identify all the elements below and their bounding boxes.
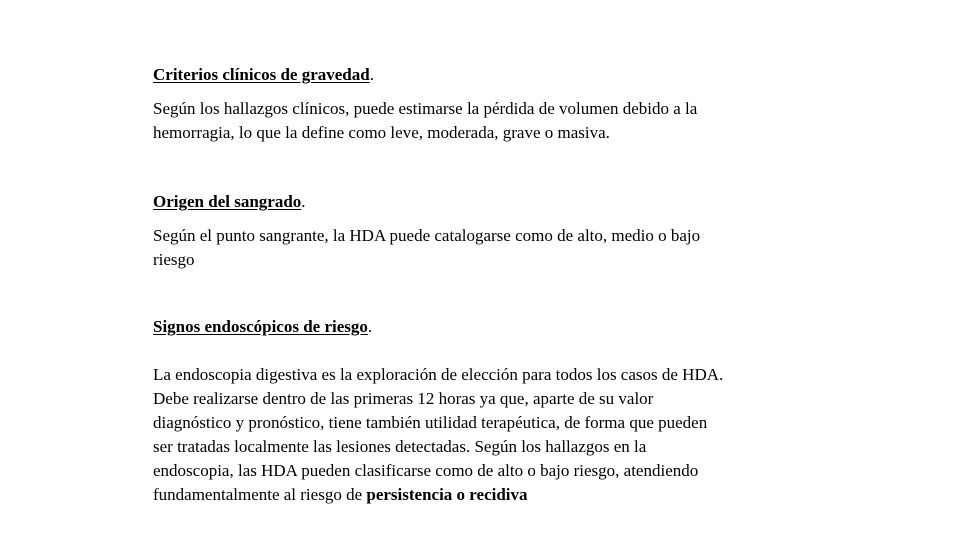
body-line: riesgo — [153, 250, 195, 269]
slide-content — [153, 0, 853, 540]
title-period: . — [367, 317, 373, 336]
body-text: fundamentalmente al riesgo de — [153, 485, 367, 504]
body-line: hemorragia, lo que la define como leve, moderada, grave o masiva. — [153, 123, 610, 142]
body-line: La endoscopia digestiva es la exploración de elección para todos los casos de HDA. — [153, 365, 724, 384]
title-period: . — [369, 65, 374, 84]
body-line: endoscopia, las HDA pueden clasificarse como de alto o bajo riesgo, atendiendo — [153, 461, 699, 480]
section-title: Origen del sangrado — [153, 192, 302, 211]
section-heading-signos — [153, 317, 372, 337]
body-line: Según los hallazgos clínicos, puede estimarse la pérdida de volumen debido a la — [153, 99, 698, 118]
body-line: Según el punto sangrante, la HDA puede catalogarse como de alto, medio o bajo — [153, 226, 701, 245]
emphasis-text: persistencia o recidiva — [366, 485, 528, 504]
title-period: . — [301, 192, 306, 211]
section-body-criterios — [153, 97, 697, 145]
section-heading-criterios — [153, 65, 374, 85]
body-line: ser tratadas localmente las lesiones detectadas. Según los hallazgos en la — [153, 437, 647, 456]
section-heading-origen — [153, 192, 306, 212]
body-line: Debe realizarse dentro de las primeras 12 horas ya que, aparte de su valor — [153, 389, 654, 408]
section-body-origen — [153, 224, 700, 272]
section-title: Criterios clínicos de gravedad — [153, 65, 370, 84]
section-body-signos — [153, 363, 723, 507]
body-line: diagnóstico y pronóstico, tiene también utilidad terapéutica, de forma que pueden — [153, 413, 708, 432]
section-title: Signos endoscópicos de riesgo — [153, 317, 368, 336]
body-line-last — [153, 483, 723, 507]
